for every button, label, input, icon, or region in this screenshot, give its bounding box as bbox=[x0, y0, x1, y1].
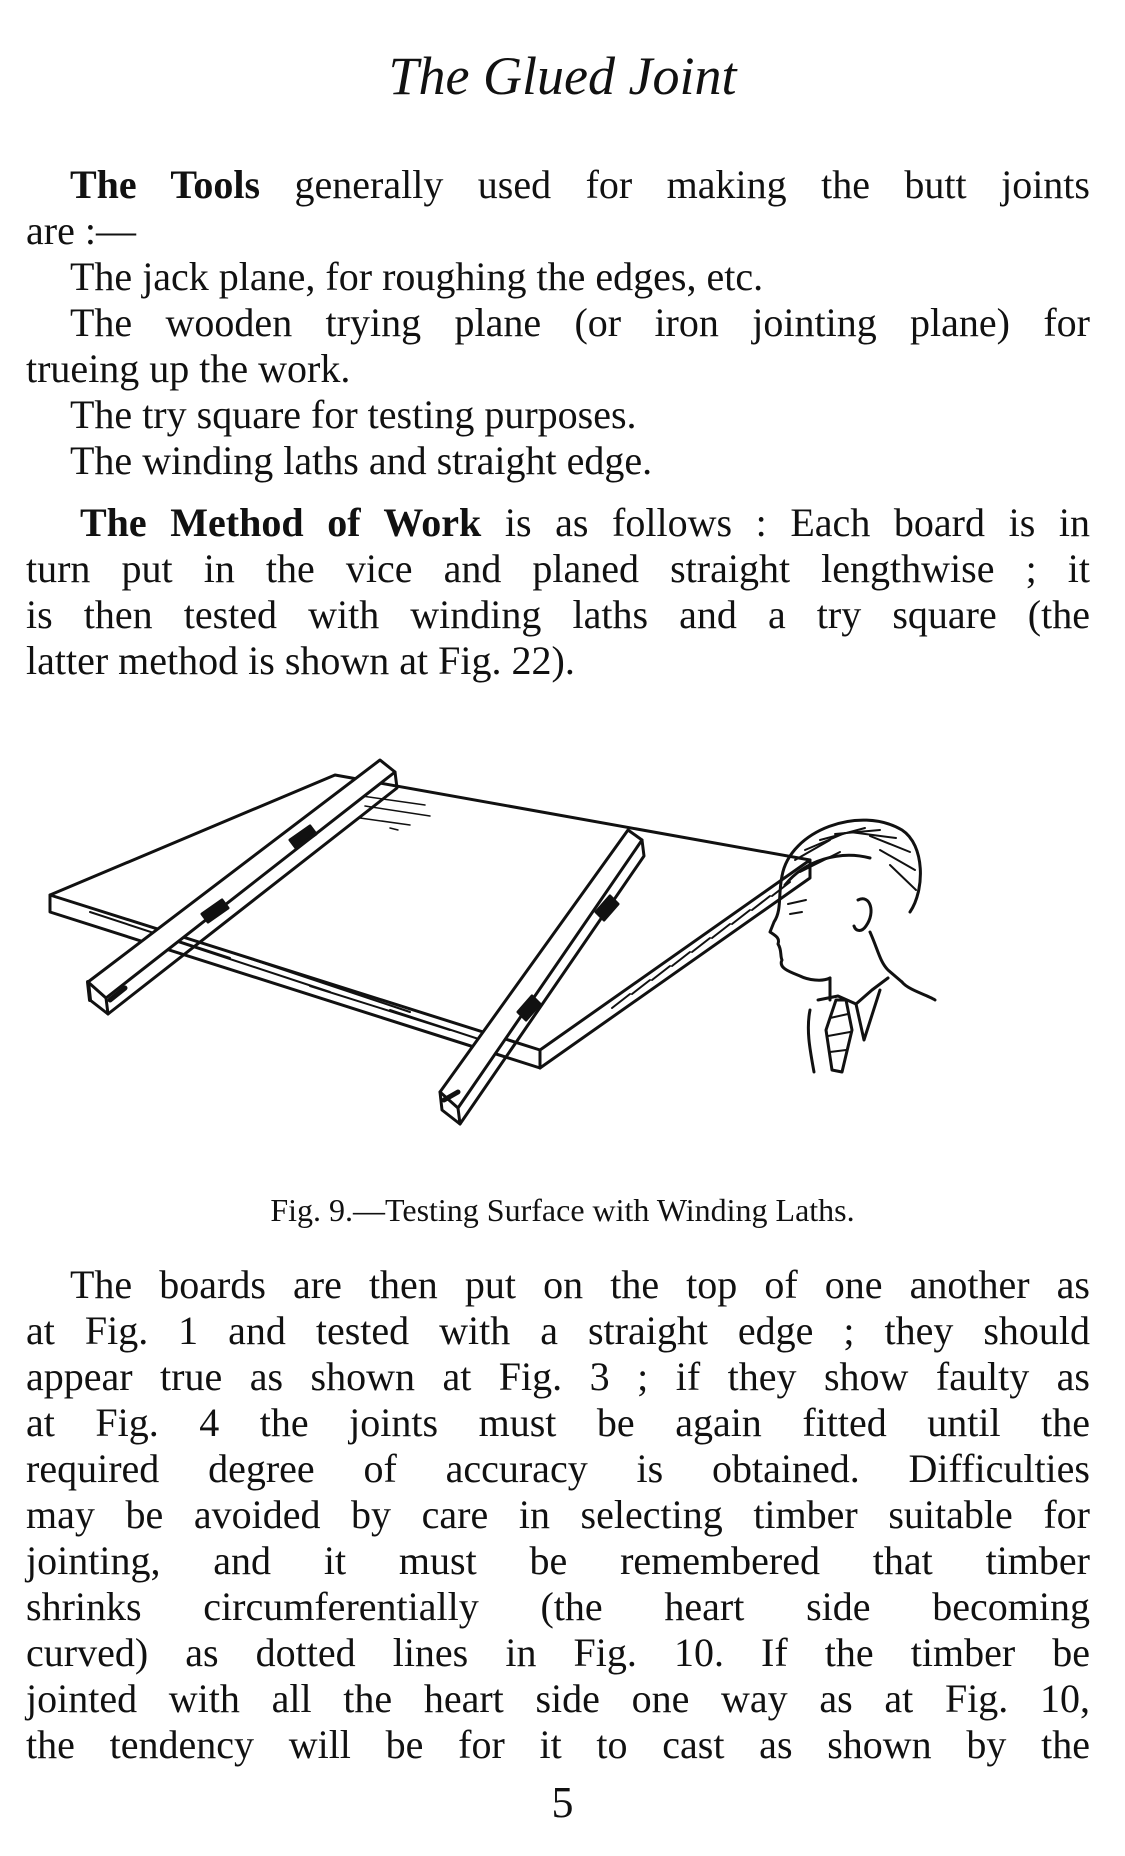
method-line-4: latter method is shown at Fig. 22). bbox=[26, 638, 575, 683]
body-line: appear true as shown at Fig. 3 ; if they show faulty as bbox=[26, 1354, 1090, 1399]
body-line: at Fig. 4 the joints must be again fitted until the bbox=[26, 1400, 1090, 1445]
body-line: the tendency will be for it to cast as shown by the bbox=[26, 1722, 1090, 1767]
body-section bbox=[26, 1262, 1090, 1768]
winding-laths-illustration bbox=[30, 700, 1090, 1180]
body-line: at Fig. 1 and tested with a straight edge ; they should bbox=[26, 1308, 1090, 1353]
body-line: jointed with all the heart side one way as at Fig. 10, bbox=[26, 1676, 1090, 1721]
method-line-3: is then tested with winding laths and a try square (the bbox=[26, 592, 1090, 637]
body-line: jointing, and it must be remembered that timber bbox=[26, 1538, 1090, 1583]
page-number: 5 bbox=[551, 1778, 574, 1827]
method-line-1-rest: is as follows : Each board is in bbox=[481, 500, 1091, 545]
body-line: shrinks circumferentially (the heart side becoming bbox=[26, 1584, 1090, 1629]
method-section bbox=[26, 500, 1090, 684]
tools-intro-rest: generally used for making the butt joints bbox=[260, 162, 1090, 207]
body-line: may be avoided by care in selecting timber suitable for bbox=[26, 1492, 1090, 1537]
body-line: curved) as dotted lines in Fig. 10. If the timber be bbox=[26, 1630, 1090, 1675]
method-line-2: turn put in the vice and planed straight lengthwise ; it bbox=[26, 546, 1090, 591]
page-title: The Glued Joint bbox=[388, 46, 737, 106]
tools-intro-end: are :— bbox=[26, 208, 136, 253]
tool-item-try-square: The try square for testing purposes. bbox=[70, 392, 637, 437]
tool-item-trying-plane-cont: trueing up the work. bbox=[26, 346, 351, 391]
body-line: required degree of accuracy is obtained. Difficulties bbox=[26, 1446, 1090, 1491]
method-line-1 bbox=[26, 500, 1090, 546]
tool-item-jack-plane: The jack plane, for roughing the edges, etc. bbox=[70, 254, 764, 299]
method-heading: The Method of Work bbox=[80, 500, 482, 545]
body-line: The boards are then put on the top of one another as bbox=[70, 1262, 1090, 1307]
tools-section bbox=[26, 162, 1090, 484]
tool-item-winding-laths: The winding laths and straight edge. bbox=[70, 438, 653, 483]
tools-heading: The Tools bbox=[70, 162, 261, 207]
figure-caption: Fig. 9.—Testing Surface with Winding Laths. bbox=[270, 1192, 855, 1228]
tool-item-trying-plane: The wooden trying plane (or iron jointing plane) for bbox=[70, 300, 1090, 345]
tools-intro-line bbox=[26, 162, 1090, 208]
